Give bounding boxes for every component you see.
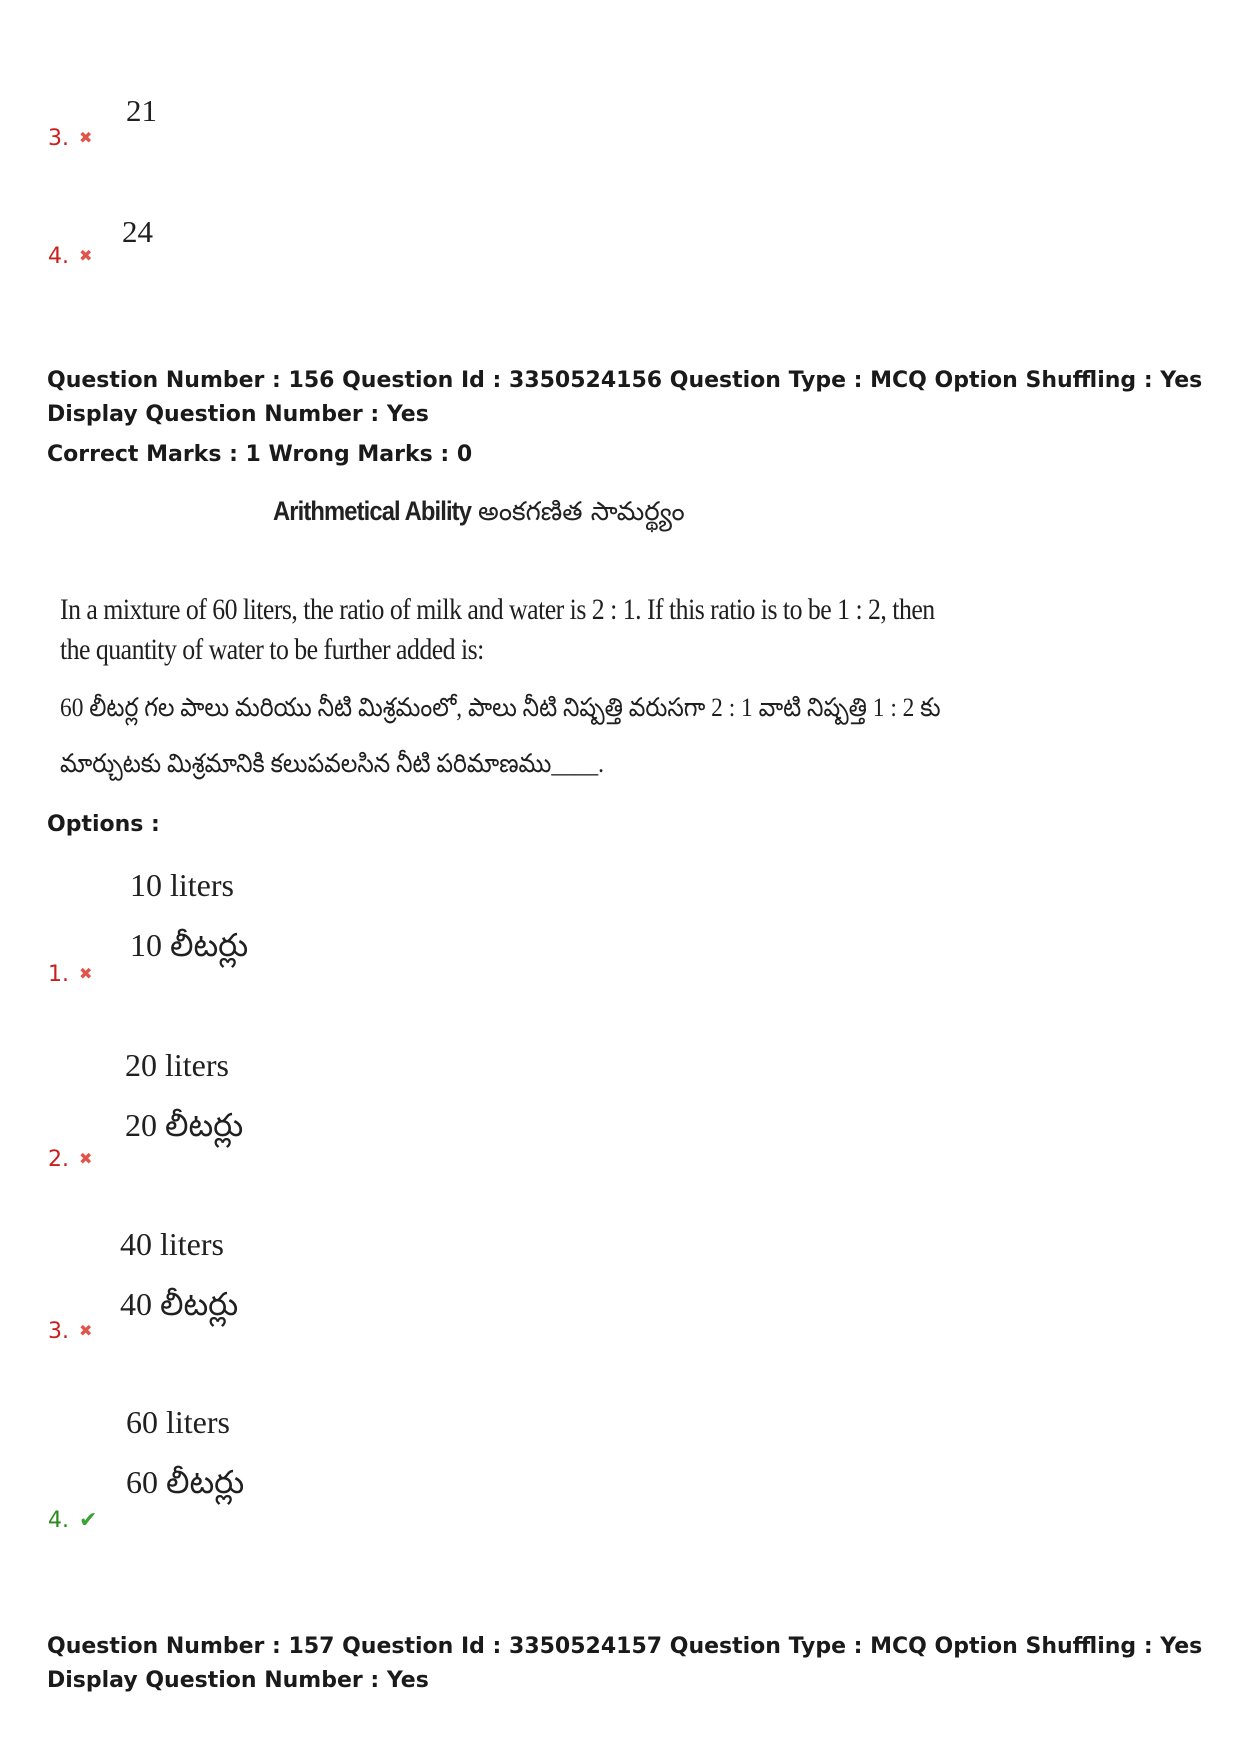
subject-heading — [273, 496, 719, 533]
option-3-image — [120, 1225, 238, 1323]
question-157-meta-line1: Question Number : 157 Question Id : 3350524157 Question Type : MCQ Option Shuffling : Yes — [47, 1634, 1203, 1659]
subject-heading-en: Arithmetical Ability — [273, 496, 472, 526]
option-1-number: 1. — [48, 962, 69, 987]
subject-heading-te: అంకగణిత సామర్థ్యం — [478, 497, 685, 527]
option-1-image — [130, 866, 248, 964]
prev-option-4-value: 24 — [122, 214, 153, 249]
option-2-en: 20 liters — [125, 1047, 229, 1083]
question-157-meta-line2: Display Question Number : Yes — [47, 1668, 429, 1693]
option-3-number: 3. — [48, 1319, 69, 1344]
prev-option-3-number: 3. — [48, 126, 69, 151]
cross-mark-icon: ✖ — [79, 128, 93, 147]
question-157-meta — [47, 1630, 1202, 1698]
cross-mark-icon: ✖ — [79, 1149, 93, 1168]
prev-option-4 — [48, 243, 92, 270]
option-1 — [48, 961, 92, 988]
option-2-number: 2. — [48, 1147, 69, 1172]
option-3-te: 40 లీటర్లు — [120, 1286, 239, 1322]
check-mark-icon: ✔ — [79, 1508, 98, 1533]
question-156-meta — [47, 364, 1202, 472]
option-2-image — [125, 1046, 243, 1144]
option-4-te: 60 లీటర్లు — [126, 1464, 245, 1500]
option-4-image — [126, 1403, 244, 1501]
cross-mark-icon: ✖ — [79, 964, 93, 983]
option-4-number: 4. — [48, 1508, 69, 1533]
option-1-te: 10 లీటర్లు — [130, 927, 249, 963]
option-1-en: 10 liters — [130, 867, 234, 903]
option-3 — [48, 1318, 92, 1345]
question-156-meta-line1: Question Number : 156 Question Id : 3350524156 Question Type : MCQ Option Shuffling : Yes — [47, 368, 1203, 393]
question-156-marks: Correct Marks : 1 Wrong Marks : 0 — [47, 442, 473, 467]
option-3-en: 40 liters — [120, 1226, 224, 1262]
prev-option-3-image — [126, 92, 157, 130]
option-2-te: 20 లీటర్లు — [125, 1107, 244, 1143]
prev-option-3 — [48, 125, 92, 152]
cross-mark-icon: ✖ — [79, 246, 93, 265]
option-4-en: 60 liters — [126, 1404, 230, 1440]
options-label: Options : — [47, 812, 160, 837]
prev-option-4-image — [122, 213, 153, 251]
option-4 — [48, 1508, 97, 1534]
question-text-te-line2: మార్చుటకు మిశ్రమానికి కలుపవలసిన నీటి పరిమాణము____. — [60, 749, 605, 778]
question-text-en-line1: In a mixture of 60 liters, the ratio of milk and water is 2 : 1. If this ratio is to be 1 : 2, then — [60, 593, 935, 626]
cross-mark-icon: ✖ — [79, 1321, 93, 1340]
prev-option-4-number: 4. — [48, 244, 69, 269]
question-156-meta-line2: Display Question Number : Yes — [47, 402, 429, 427]
option-2 — [48, 1146, 92, 1173]
question-156-text — [60, 590, 1077, 792]
question-text-en-line2: the quantity of water to be further added is: — [60, 633, 484, 666]
question-text-te-line1: 60 లీటర్ల గల పాలు మరియు నీటి మిశ్రమంలో, పాలు నీటి నిష్పత్తి వరుసగా 2 : 1 వాటి నిష్పత్తి 1 : 2 కు — [60, 693, 941, 722]
prev-option-3-value: 21 — [126, 93, 157, 128]
